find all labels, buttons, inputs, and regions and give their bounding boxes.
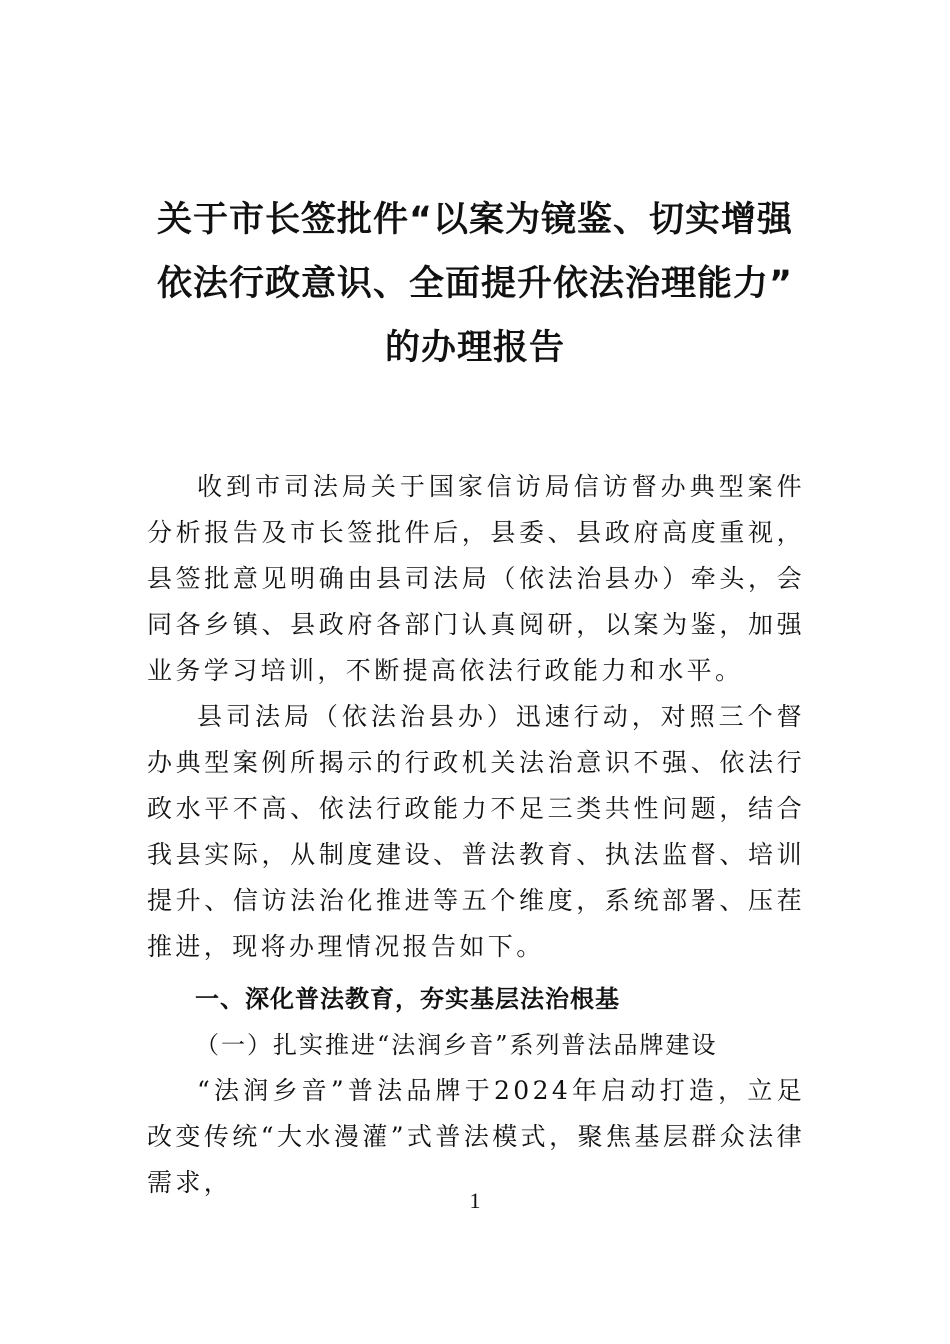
- subsection-heading-1: （一）扎实推进“法润乡音”系列普法品牌建设: [195, 1031, 718, 1059]
- page-number: 1: [469, 1188, 481, 1213]
- title-line-2: 依法行政意识、全面提升依法治理能力”: [156, 264, 793, 304]
- paragraph-brand: “法润乡音”普法品牌于2024年启动打造，立足改变传统“大水漫灌”式普法模式，聚焦基层群众法律需求，: [147, 1076, 805, 1197]
- paragraph-actions: 县司法局（依法治县办）迅速行动，对照三个督办典型案例所揭示的行政机关法治意识不强、依法行政水平不高、依法行政能力不足三类共性问题，结合我县实际，从制度建设、普法教育、执法监督、培训提升、信访法治化推进等五个维度，系统部署、压茬推进，现将办理情况报告如下。: [147, 702, 805, 961]
- document-title: [130, 188, 820, 380]
- title-line-1: 关于市长签批件“以案为镜鉴、切实增强: [156, 200, 793, 240]
- section-heading-1: 一、深化普法教育，夯实基层法治根基: [195, 985, 620, 1013]
- title-line-3: 的办理报告: [384, 328, 565, 368]
- document-body: [147, 464, 805, 1206]
- paragraph-intro: 收到市司法局关于国家信访局信访督办典型案件分析报告及市长签批件后，县委、县政府高度重视，县签批意见明确由县司法局（依法治县办）牵头，会同各乡镇、县政府各部门认真阅研，以案为鉴，加强业务学习培训，不断提高依法行政能力和水平。: [147, 472, 805, 685]
